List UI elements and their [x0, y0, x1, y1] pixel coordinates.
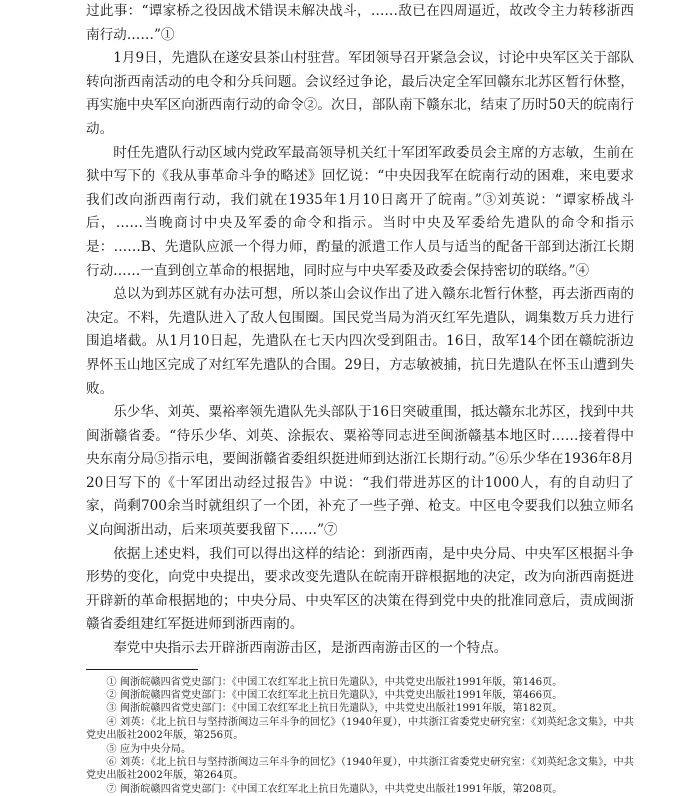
- footnote: ③ 闽浙皖赣四省党史部门：《中国工农红军北上抗日先遣队》，中共党史出版社1991年版，第182页。: [106, 703, 563, 715]
- paragraph: 乐少华、刘英、粟裕率领先遣队先头部队于16日突破重围，抵达赣东北苏区，找到中共闽浙赣省委。“待乐少华、刘英、涂振农、粟裕等同志进至闽浙赣基本地区时……接着得中央东南分局⑤指示电，要闽浙赣省委组织挺进师到达浙江长期行动。”⑥乐少华在1936年8月20日写下的《十军团出动经过报告》中说：“我们带进苏区的计1000人，有的自动归了家，尚剩700余当时就组织了一个团，补充了一些子弹、枪支。中区电令要我们以独立师名义向闽浙出动，后来项英要我留下……”⑦: [86, 404, 634, 539]
- footnote: ② 闽浙皖赣四省党史部门：《中国工农红军北上抗日先遣队》，中共党史出版社1991年版，第466页。: [106, 690, 563, 702]
- paragraph: 时任先遣队行动区域内党政军最高领导机关红十军团军政委员会主席的方志敏，生前在狱中写下的《我从事革命斗争的略述》回忆说：“中央因我军在皖南行动的困难，来电要求我们改向浙西南行动，我们就在1935年1月10日离开了皖南。”③刘英说：“谭家桥战斗后，……当晚商讨中央及军委的命令和指示。当时中央及军委给先遣队的命令和指示是：……B、先遣队应派一个得力师，酌量的派遣工作人员与适当的配备干部到达浙江长期行动……一直到创立革命的根据地，同时应与中央军委及政委会保持密切的联络。”④: [86, 144, 634, 279]
- footnote: ⑦ 闽浙皖赣四省党史部门：《中国工农红军北上抗日先遣队》，中共党史出版社1991年版，第208页。: [106, 783, 563, 795]
- document-page: [86, 0, 634, 796]
- paragraph: 奉党中央指示去开辟浙西南游击区，是浙西南游击区的一个特点。: [113, 640, 508, 657]
- paragraph: 过此事：“谭家桥之役因战术错误未解决战斗，……敌已在四周逼近，故改令主力转移浙西南行动……”①: [86, 3, 634, 43]
- footnotes: [86, 676, 634, 796]
- paragraph: 依据上述史料，我们可以得出这样的结论：到浙西南，是中央分局、中央军区根据斗争形势的变化，向党中央提出，要求改变先遣队在皖南开辟根据地的决定，改为向浙西南挺进开辟新的革命根据地的；中央分局、中央军区的决策在得到党中央的批准同意后，责成闽浙赣省委组建红军挺进师到浙西南的。: [86, 545, 634, 633]
- footnote: ① 闽浙皖赣四省党史部门：《中国工农红军北上抗日先遣队》，中共党史出版社1991年版，第146页。: [106, 676, 563, 688]
- body-text: [86, 0, 634, 661]
- footnote: ⑤ 应为中央分局。: [106, 743, 192, 755]
- paragraph: 1月9日，先遣队在遂安县茶山村驻营。军团领导召开紧急会议，讨论中央军区关于部队转向浙西南活动的电令和分兵问题。会议经过争论，最后决定全军回赣东北苏区暂行休整，再实施中央军区向浙西南行动的命令②。次日，部队南下赣东北，结束了历时50天的皖南行动。: [86, 50, 634, 137]
- footnote: ④ 刘英：《北上抗日与坚持浙闽边三年斗争的回忆》（1940年夏），中共浙江省委党史研究室：《刘英纪念文集》，中共党史出版社2002年版，第256页。: [86, 716, 634, 742]
- footnote-separator: [86, 669, 198, 670]
- footnote: ⑥ 刘英：《北上抗日与坚持浙闽边三年斗争的回忆》（1940年夏），中共浙江省委党史研究室：《刘英纪念文集》，中共党史出版社2002年版，第264页。: [86, 757, 634, 782]
- paragraph: 总以为到苏区就有办法可想，所以茶山会议作出了进入赣东北暂行休整，再去浙西南的决定。不料，先遣队进入了敌人包围圈。国民党当局为消灭红军先遣队，调集数万兵力进行围追堵截。从1月10日起，先遣队在七天内四次受到阻击。16日，敌军14个团在赣皖浙边界怀玉山地区完成了对红军先遣队的合围。29日，方志敏被捕，抗日先遣队在怀玉山遭到失败。: [86, 286, 634, 397]
